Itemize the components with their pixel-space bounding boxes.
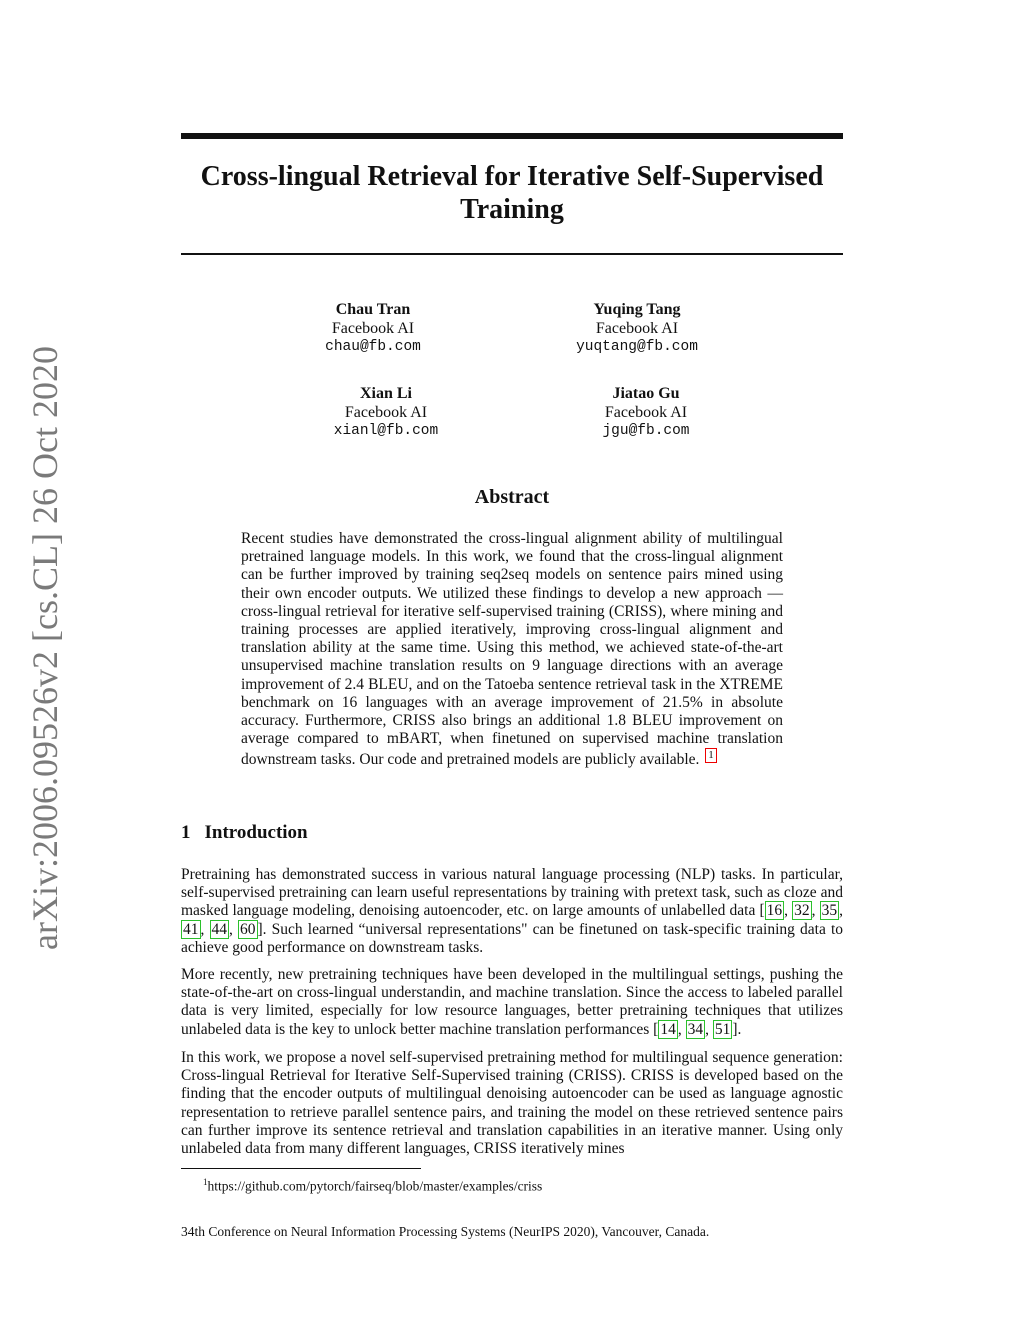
citation-link[interactable]: 16 <box>766 902 783 920</box>
author-email: chau@fb.com <box>325 339 421 355</box>
author-name: Yuqing Tang <box>593 301 681 318</box>
paragraph-text: More recently, new pretraining techniques have been developed in the multilingual settings, pushing the state-of-the-art on cross-lingual understandin, and machine translation. Since the access to labeled parallel data is very limited, especially for low resource languages, better pretraining techniques that utilizes unlabeled data is the key to unlock better machine translation performances [ <box>181 966 843 1038</box>
author-block <box>517 300 757 357</box>
author-email: jgu@fb.com <box>602 423 690 439</box>
abstract-text: Recent studies have demonstrated the cross-lingual alignment ability of multilingual pretrained language models. In this work, we found that the cross-lingual alignment can be further improved by training seq2seq models on sentence pairs mined using their own encoder outputs. We utilized these findings to develop a new approach — cross-lingual retrieval for iterative self-supervised training (CRISS), where mining and training processes are applied iteratively, improving cross-lingual alignment and translation ability at the same time. Using this method, we achieved state-of-the-art unsupervised machine translation results on 9 language directions with an average improvement of 2.4 BLEU, and on the Tatoeba sentence retrieval task in the XTREME benchmark on 16 languages with an average improvement of 21.5% in absolute accuracy. Furthermore, CRISS also brings an additional 1.8 BLEU improvement on average compared to mBART, when finetuned on supervised machine translation downstream tasks. Our code and pretrained models are publicly available. <box>241 530 783 769</box>
citation-link[interactable]: 44 <box>211 920 227 938</box>
paper-title: Cross-lingual Retrieval for Iterative Self-Supervised Training <box>200 161 824 225</box>
intro-paragraph: More recently, new pretraining techniques have been developed in the multilingual settings, pushing the state-of-the-art on cross-lingual understandin, and machine translation. Since the access to labeled parallel data is very limited, especially for low resource languages, better pretraining techniques that utilizes unlabeled data is the key to unlock better machine translation performances [ 14 , 34 , 51 ]. <box>181 966 843 1038</box>
intro-paragraph: Pretraining has demonstrated success in various natural language processing (NLP) tasks. In particular, self-supervised pretraining can learn useful representations by training with pretext task, such as cloze and masked language modeling, denoising autoencoder, etc. on large amounts of unlabelled data [ 16 , 32 , 35 , 41 , 44 , 60 ]. Such learned “universal representations" can be finetuned on task-specific training data to achieve good performance on downstream tasks. <box>181 866 844 956</box>
author-affiliation: Facebook AI <box>595 320 679 337</box>
author-affiliation: Facebook AI <box>331 320 415 337</box>
author-name: Xian Li <box>359 385 412 402</box>
citation-link[interactable]: 35 <box>821 902 838 920</box>
intro-paragraph: In this work, we propose a novel self-supervised pretraining method for multilingual sequence generation: Cross-lingual Retrieval for Iterative Self-Supervised training (CRISS). CRISS is developed based on the finding that the encoder outputs of multilingual denoising autoencoder can be used as language agnostic representation to retrieve parallel sentence pairs, and training the model on these retrieved sentence pairs can further improve its sentence retrieval and translation capabilities in an iterative manner. Using only unlabeled data from many different languages, CRISS iteratively mines <box>181 1049 843 1158</box>
author-affiliation: Facebook AI <box>344 404 428 421</box>
section-title: Introduction <box>204 822 308 843</box>
abstract-heading: Abstract <box>474 486 550 508</box>
footnote-mark: 1 <box>203 1177 208 1187</box>
citation-link[interactable]: 32 <box>794 902 810 920</box>
paragraph-text: ]. <box>732 1020 742 1038</box>
author-block <box>526 384 766 441</box>
venue-note: 34th Conference on Neural Information Processing Systems (NeurIPS 2020), Vancouver, Canada. <box>181 1224 710 1239</box>
arxiv-stamp: arXiv:2006.09526v2 [cs.CL] 26 Oct 2020 <box>25 346 65 950</box>
citation-link[interactable]: 41 <box>183 920 199 938</box>
section-heading <box>181 822 308 844</box>
footnote-rule <box>181 1168 421 1169</box>
footnote <box>203 1174 542 1195</box>
title-rule-bottom <box>181 253 843 255</box>
section-number: 1 <box>181 822 191 843</box>
author-name: Chau Tran <box>335 301 411 318</box>
paragraph-text: Pretraining has demonstrated success in various natural language processing (NLP) tasks. In particular, self-supervised pretraining can learn useful representations by training with pretext task, such as cloze and masked language modeling, denoising autoencoder, etc. on large amounts of unlabelled data [ <box>181 866 843 920</box>
author-name: Jiatao Gu <box>612 385 680 402</box>
citation-link[interactable]: 60 <box>240 920 256 938</box>
author-email: xianl@fb.com <box>333 423 439 439</box>
abstract-body <box>241 530 783 770</box>
citation-link[interactable]: 14 <box>660 1020 676 1038</box>
author-block <box>253 300 493 357</box>
author-email: yuqtang@fb.com <box>576 339 698 355</box>
citation-link[interactable]: 51 <box>714 1020 731 1038</box>
paragraph-text: ]. Such learned “universal representations" can be finetuned on task-specific training data to achieve good performance on downstream tasks. <box>181 920 844 956</box>
author-affiliation: Facebook AI <box>604 404 688 421</box>
footnote-url-link[interactable]: https://github.com/pytorch/fairseq/blob/master/examples/criss <box>207 1178 543 1194</box>
author-block <box>266 384 506 441</box>
title-rule-top <box>181 133 843 139</box>
citation-link[interactable]: 34 <box>687 1020 704 1038</box>
footnote-link[interactable]: 1 <box>705 748 717 763</box>
